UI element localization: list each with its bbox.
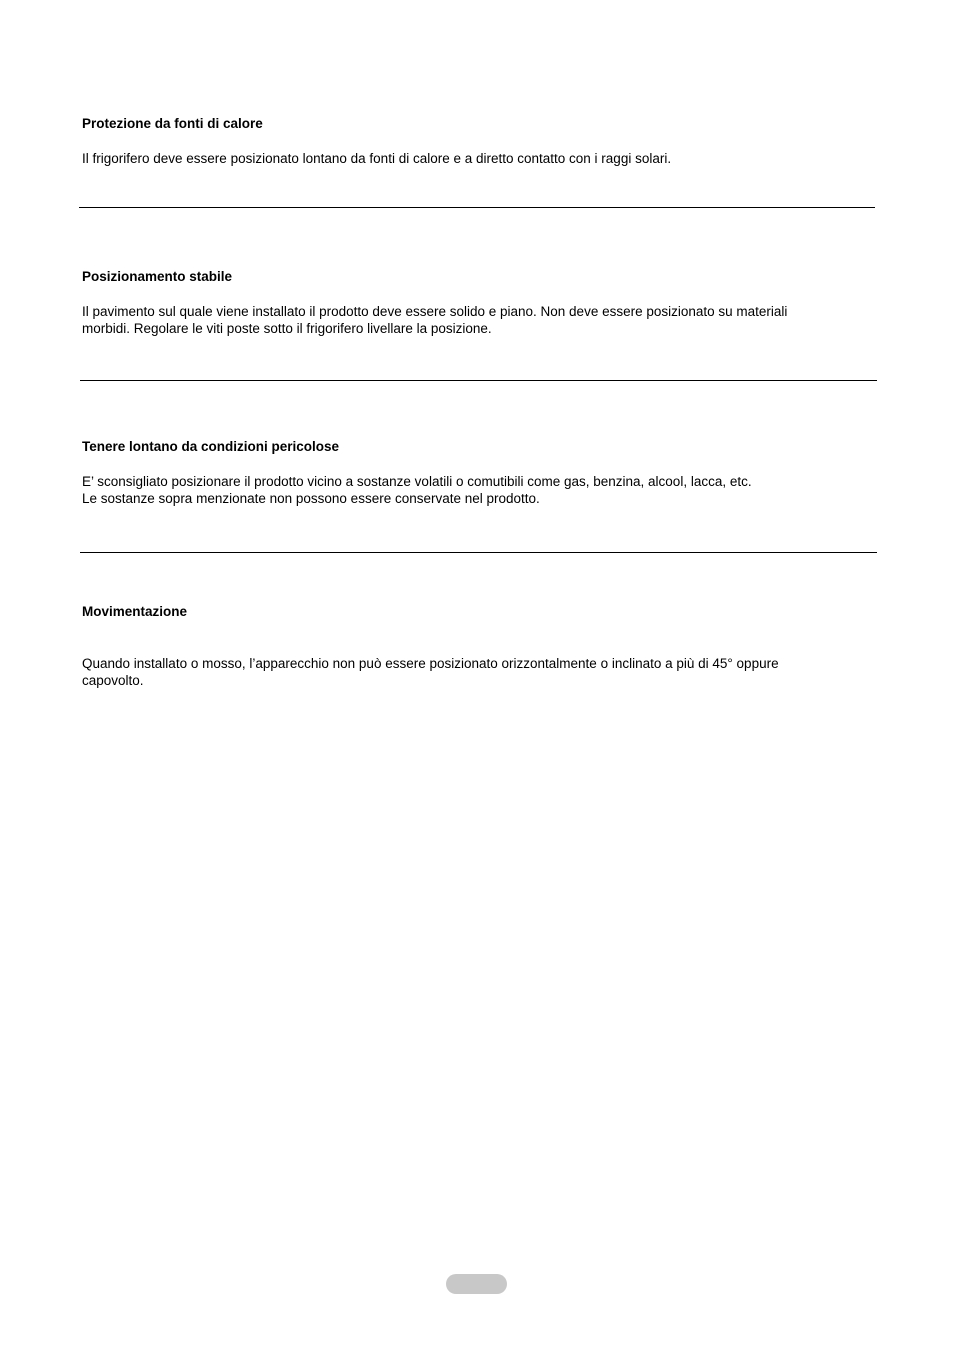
section-3-line-2: Le sostanze sopra menzionate non possono essere conservate nel prodotto. xyxy=(82,491,540,506)
section-4-heading: Movimentazione xyxy=(82,604,188,619)
section-2-text xyxy=(82,303,872,337)
section-3-text xyxy=(82,473,872,507)
section-3-heading: Tenere lontano da condizioni pericolose xyxy=(82,439,340,454)
section-3-line-1: E’ sconsigliato posizionare il prodotto vicino a sostanze volatili o comutibili come gas, benzina, alcool, lacca, etc. xyxy=(82,474,752,489)
divider-1 xyxy=(79,207,875,208)
divider-3 xyxy=(80,552,877,553)
section-2-heading: Posizionamento stabile xyxy=(82,269,233,284)
divider-2 xyxy=(80,380,877,381)
section-2-line-2: morbidi. Regolare le viti poste sotto il frigorifero livellare la posizione. xyxy=(82,321,492,336)
section-4-text xyxy=(82,655,872,689)
section-2-line-1: Il pavimento sul quale viene installato il prodotto deve essere solido e piano. Non deve essere posizionato su materiali xyxy=(82,304,788,319)
section-4-line-1: Quando installato o mosso, l’apparecchio non può essere posizionato orizzontalmente o inclinato a più di 45° oppure xyxy=(82,656,779,671)
section-1-text xyxy=(82,150,872,167)
page-number-badge xyxy=(446,1274,507,1294)
section-4-line-2: capovolto. xyxy=(82,673,144,688)
section-1-heading: Protezione da fonti di calore xyxy=(82,116,263,131)
section-1-line-1: Il frigorifero deve essere posizionato lontano da fonti di calore e a diretto contatto con i raggi solari. xyxy=(82,151,672,166)
